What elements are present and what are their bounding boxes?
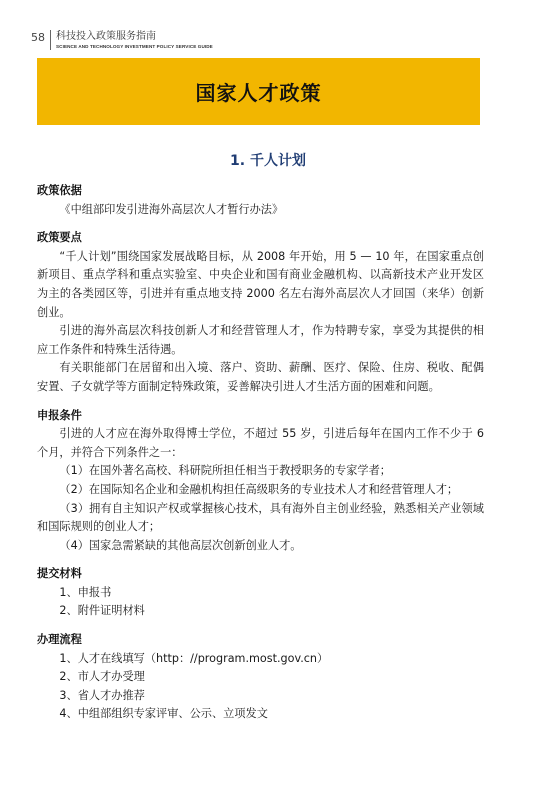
requirement-item: （1）在国外著名高校、科研院所担任相当于教授职务的专家学者； — [59, 464, 391, 478]
procedure-heading: 办理流程 — [37, 633, 82, 647]
requirements-intro: 引进的人才应在海外取得博士学位，不超过 55 岁，引进后每年在国内工作不少于 6 个月，并符合下列条件之一： — [37, 427, 484, 459]
policy-basis-heading: 政策依据 — [37, 184, 82, 197]
policy-basis-text: 《中组部印发引进海外高层次人才暂行办法》 — [59, 202, 284, 216]
policy-point-paragraph: 有关职能部门在居留和出入境、落户、资助、薪酬、医疗、保险、住房、税收、配偶安置、子女就学等方面制定特殊政策，妥善解决引进人才生活方面的困难和问题。 — [37, 361, 484, 393]
document-body — [37, 182, 484, 724]
chapter-banner — [37, 58, 480, 125]
requirement-item: （2）在国际知名企业和金融机构担任高级职务的专业技术人才和经营管理人才； — [59, 482, 459, 496]
header-title-en: SCIENCE AND TECHNOLOGY INVESTMENT POLICY SERVICE GUIDE — [56, 44, 213, 49]
procedure-item: 2、市人才办受理 — [59, 670, 145, 684]
policy-point-paragraph: “千人计划”围绕国家发展战略目标，从 2008 年开始，用 5 — 10 年，在国家重点创新项目、重点学科和重点实验室、中央企业和国有商业金融机构、以高新技术产业开发区为主的各类园区等，引进并有重点地支持 2000 名左右海外高层次人才回国（来华）创新创业。 — [37, 249, 484, 319]
policy-points-heading: 政策要点 — [37, 231, 82, 245]
materials-heading: 提交材料 — [37, 567, 82, 581]
requirement-item: （3）拥有自主知识产权或掌握核心技术，具有海外自主创业经验，熟悉相关产业领域和国际规则的创业人才； — [37, 501, 484, 534]
requirements-heading: 申报条件 — [37, 408, 82, 422]
page-header — [31, 30, 213, 52]
procedure-item: 3、省人才办推荐 — [59, 688, 145, 702]
procedure-item: 1、人才在线填写（http：//program.most.gov.cn） — [59, 651, 329, 665]
chapter-title: 国家人才政策 — [195, 81, 322, 105]
header-title-cn: 科技投入政策服务指南 — [56, 31, 156, 42]
material-item: 1、申报书 — [59, 585, 112, 599]
policy-point-paragraph: 引进的海外高层次科技创新人才和经营管理人才，作为特聘专家，享受为其提供的相应工作条件和特殊生活待遇。 — [37, 324, 484, 356]
material-item: 2、附件证明材料 — [59, 604, 145, 618]
procedure-item: 4、中组部组织专家评审、公示、立项发文 — [59, 707, 268, 721]
requirement-item: （4）国家急需紧缺的其他高层次创新创业人才。 — [59, 538, 302, 552]
header-divider — [50, 30, 51, 50]
page-number: 58 — [31, 31, 45, 44]
section-title: 1. 千人计划 — [230, 153, 306, 169]
header-text — [56, 30, 213, 50]
